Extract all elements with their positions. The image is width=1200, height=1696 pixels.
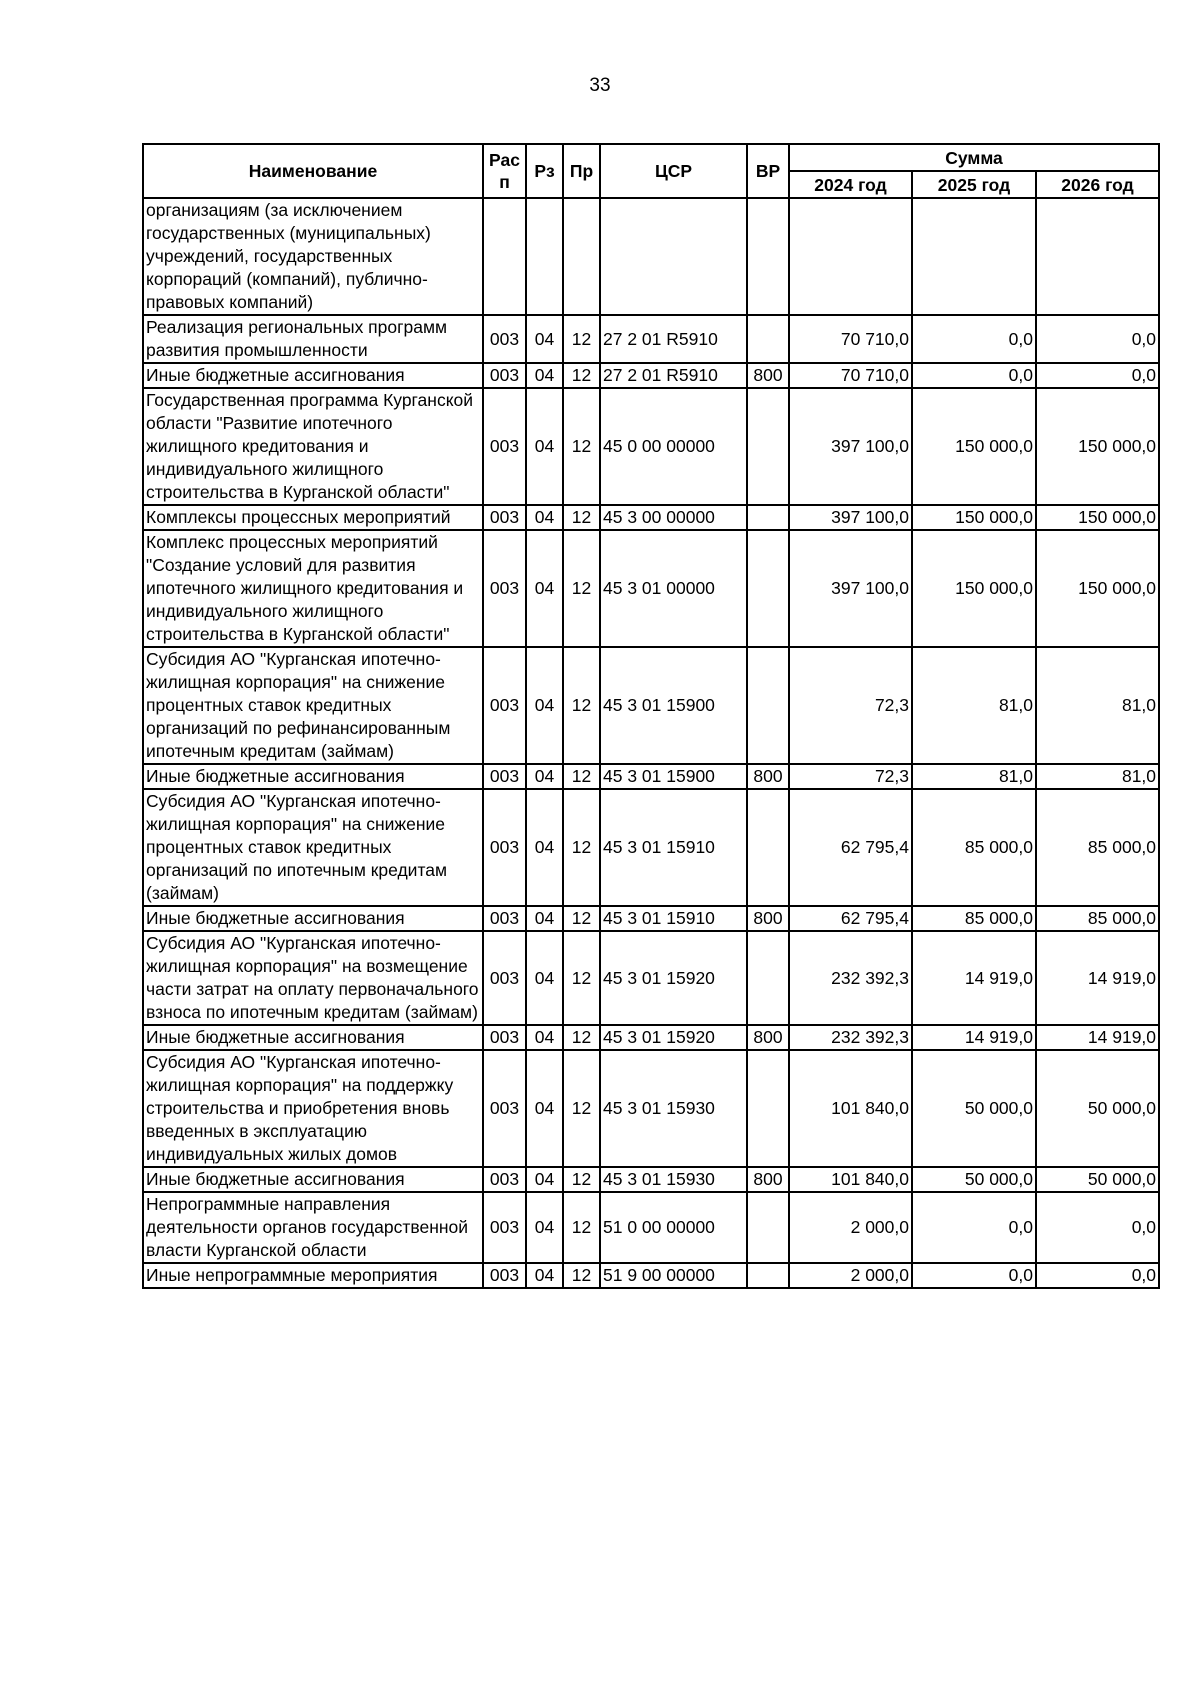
cell-2025: 50 000,0: [912, 1050, 1036, 1167]
cell-rasp: 003: [483, 764, 526, 789]
table-row: [143, 388, 1159, 505]
cell-rz: 04: [526, 1050, 563, 1167]
cell-pr: 12: [563, 530, 600, 647]
cell-vr: [747, 505, 789, 530]
cell-vr: [747, 1192, 789, 1263]
cell-rasp: 003: [483, 1263, 526, 1288]
cell-rz: 04: [526, 764, 563, 789]
cell-2024: 397 100,0: [789, 388, 912, 505]
cell-2025: 81,0: [912, 764, 1036, 789]
cell-rz: 04: [526, 789, 563, 906]
cell-rasp: 003: [483, 388, 526, 505]
cell-2026: 14 919,0: [1036, 931, 1159, 1025]
cell-2026: 0,0: [1036, 363, 1159, 388]
header-sum: Сумма: [789, 144, 1159, 171]
cell-2025: 50 000,0: [912, 1167, 1036, 1192]
table-row: [143, 505, 1159, 530]
cell-csr: 51 0 00 00000: [600, 1192, 747, 1263]
cell-rasp: 003: [483, 1025, 526, 1050]
cell-2026: 85 000,0: [1036, 789, 1159, 906]
table-row: [143, 1025, 1159, 1050]
cell-csr: 45 3 01 00000: [600, 530, 747, 647]
cell-name: Субсидия АО "Курганская ипотечно-жилищная корпорация" на снижение процентных ставок кредитных организаций по ипотечным кредитам (займам): [143, 789, 483, 906]
header-csr: ЦСР: [600, 144, 747, 198]
cell-name: Реализация региональных программ развития промышленности: [143, 315, 483, 363]
table-row: [143, 363, 1159, 388]
cell-2024: 70 710,0: [789, 363, 912, 388]
cell-2024: 70 710,0: [789, 315, 912, 363]
header-pr: Пр: [563, 144, 600, 198]
table-row: [143, 1167, 1159, 1192]
cell-rz: [526, 198, 563, 315]
cell-2025: 81,0: [912, 647, 1036, 764]
cell-2025: 14 919,0: [912, 1025, 1036, 1050]
cell-rasp: 003: [483, 1192, 526, 1263]
cell-pr: 12: [563, 1050, 600, 1167]
cell-vr: 800: [747, 1025, 789, 1050]
cell-rz: 04: [526, 315, 563, 363]
cell-pr: 12: [563, 789, 600, 906]
cell-csr: 45 0 00 00000: [600, 388, 747, 505]
cell-vr: [747, 931, 789, 1025]
cell-2024: 2 000,0: [789, 1263, 912, 1288]
cell-2024: 101 840,0: [789, 1167, 912, 1192]
cell-rz: 04: [526, 906, 563, 931]
cell-csr: 45 3 01 15930: [600, 1050, 747, 1167]
cell-2024: 2 000,0: [789, 1192, 912, 1263]
cell-vr: 800: [747, 1167, 789, 1192]
cell-2026: 81,0: [1036, 647, 1159, 764]
cell-2025: 0,0: [912, 1263, 1036, 1288]
cell-name: Иные бюджетные ассигнования: [143, 764, 483, 789]
table-row: [143, 647, 1159, 764]
cell-pr: 12: [563, 1167, 600, 1192]
cell-2024: 62 795,4: [789, 789, 912, 906]
table-body: [143, 198, 1159, 1288]
cell-vr: 800: [747, 363, 789, 388]
cell-name: Комплекс процессных мероприятий "Создание условий для развития ипотечного жилищного кредитования и индивидуального жилищного строительства в Курганской области": [143, 530, 483, 647]
cell-rz: 04: [526, 363, 563, 388]
cell-name: Иные бюджетные ассигнования: [143, 363, 483, 388]
cell-csr: [600, 198, 747, 315]
cell-2024: 72,3: [789, 647, 912, 764]
cell-2026: 50 000,0: [1036, 1167, 1159, 1192]
cell-2025: 150 000,0: [912, 530, 1036, 647]
cell-rz: 04: [526, 1025, 563, 1050]
table-row: [143, 530, 1159, 647]
cell-pr: 12: [563, 1263, 600, 1288]
cell-csr: 45 3 01 15930: [600, 1167, 747, 1192]
cell-name: Иные бюджетные ассигнования: [143, 1167, 483, 1192]
cell-2024: 232 392,3: [789, 1025, 912, 1050]
cell-rz: 04: [526, 1192, 563, 1263]
cell-vr: 800: [747, 906, 789, 931]
cell-2026: 85 000,0: [1036, 906, 1159, 931]
cell-rz: 04: [526, 1263, 563, 1288]
cell-pr: 12: [563, 1192, 600, 1263]
cell-vr: [747, 388, 789, 505]
table-row: [143, 1050, 1159, 1167]
cell-pr: 12: [563, 315, 600, 363]
cell-2024: 62 795,4: [789, 906, 912, 931]
cell-csr: 45 3 01 15910: [600, 906, 747, 931]
cell-name: Субсидия АО "Курганская ипотечно-жилищная корпорация" на снижение процентных ставок кредитных организаций по рефинансированным ипотечным кредитам (займам): [143, 647, 483, 764]
cell-csr: 27 2 01 R5910: [600, 363, 747, 388]
table-row: [143, 1192, 1159, 1263]
cell-vr: 800: [747, 764, 789, 789]
cell-vr: [747, 198, 789, 315]
header-rasp: Рас п: [483, 144, 526, 198]
cell-pr: 12: [563, 647, 600, 764]
cell-rasp: 003: [483, 789, 526, 906]
cell-rasp: 003: [483, 363, 526, 388]
cell-2026: 150 000,0: [1036, 388, 1159, 505]
cell-2025: 85 000,0: [912, 789, 1036, 906]
header-vr: ВР: [747, 144, 789, 198]
header-2026: 2026 год: [1036, 171, 1159, 198]
header-2025: 2025 год: [912, 171, 1036, 198]
cell-pr: 12: [563, 363, 600, 388]
cell-2026: 150 000,0: [1036, 530, 1159, 647]
header-2024: 2024 год: [789, 171, 912, 198]
cell-rasp: 003: [483, 931, 526, 1025]
cell-csr: 45 3 01 15910: [600, 789, 747, 906]
cell-rasp: 003: [483, 315, 526, 363]
cell-name: Иные бюджетные ассигнования: [143, 906, 483, 931]
cell-2025: 0,0: [912, 1192, 1036, 1263]
table-row: [143, 198, 1159, 315]
table-row: [143, 931, 1159, 1025]
cell-2025: 85 000,0: [912, 906, 1036, 931]
cell-2026: 0,0: [1036, 315, 1159, 363]
cell-pr: 12: [563, 505, 600, 530]
cell-pr: 12: [563, 1025, 600, 1050]
cell-2025: 0,0: [912, 363, 1036, 388]
cell-rasp: 003: [483, 647, 526, 764]
cell-name: Комплексы процессных мероприятий: [143, 505, 483, 530]
header-name: Наименование: [143, 144, 483, 198]
page-number: 33: [589, 75, 611, 96]
cell-name: Субсидия АО "Курганская ипотечно-жилищная корпорация" на возмещение части затрат на оплату первоначального взноса по ипотечным кредитам (займам): [143, 931, 483, 1025]
cell-pr: 12: [563, 388, 600, 505]
cell-rasp: 003: [483, 530, 526, 647]
cell-name: Субсидия АО "Курганская ипотечно-жилищная корпорация" на поддержку строительства и приобретения вновь введенных в эксплуатацию индивидуальных жилых домов: [143, 1050, 483, 1167]
cell-csr: 45 3 01 15900: [600, 647, 747, 764]
cell-name: организациям (за исключением государственных (муниципальных) учреждений, государственных корпораций (компаний), публично-правовых компаний): [143, 198, 483, 315]
cell-pr: 12: [563, 906, 600, 931]
cell-rz: 04: [526, 505, 563, 530]
cell-2026: 81,0: [1036, 764, 1159, 789]
cell-vr: [747, 1050, 789, 1167]
header-rz: Рз: [526, 144, 563, 198]
cell-2026: 150 000,0: [1036, 505, 1159, 530]
cell-rasp: 003: [483, 505, 526, 530]
cell-csr: 45 3 01 15920: [600, 931, 747, 1025]
cell-csr: 51 9 00 00000: [600, 1263, 747, 1288]
cell-name: Иные бюджетные ассигнования: [143, 1025, 483, 1050]
cell-rasp: 003: [483, 906, 526, 931]
cell-rz: 04: [526, 1167, 563, 1192]
cell-2024: [789, 198, 912, 315]
cell-2024: 397 100,0: [789, 530, 912, 647]
cell-2024: 72,3: [789, 764, 912, 789]
cell-2024: 101 840,0: [789, 1050, 912, 1167]
cell-vr: [747, 789, 789, 906]
budget-table: [142, 143, 1160, 1289]
cell-csr: 45 3 01 15900: [600, 764, 747, 789]
cell-2026: [1036, 198, 1159, 315]
cell-2025: 0,0: [912, 315, 1036, 363]
cell-vr: [747, 315, 789, 363]
cell-2026: 14 919,0: [1036, 1025, 1159, 1050]
cell-vr: [747, 530, 789, 647]
cell-vr: [747, 647, 789, 764]
cell-csr: 45 3 00 00000: [600, 505, 747, 530]
cell-name: Иные непрограммные мероприятия: [143, 1263, 483, 1288]
cell-2025: 150 000,0: [912, 505, 1036, 530]
cell-pr: 12: [563, 931, 600, 1025]
cell-vr: [747, 1263, 789, 1288]
cell-2026: 0,0: [1036, 1263, 1159, 1288]
cell-rz: 04: [526, 388, 563, 505]
cell-2025: 14 919,0: [912, 931, 1036, 1025]
table-row: [143, 315, 1159, 363]
cell-rz: 04: [526, 931, 563, 1025]
table-header: [143, 144, 1159, 198]
cell-2026: 50 000,0: [1036, 1050, 1159, 1167]
table-row: [143, 764, 1159, 789]
cell-name: Непрограммные направления деятельности органов государственной власти Курганской области: [143, 1192, 483, 1263]
cell-pr: 12: [563, 764, 600, 789]
cell-rasp: 003: [483, 1167, 526, 1192]
cell-pr: [563, 198, 600, 315]
cell-rz: 04: [526, 530, 563, 647]
cell-csr: 27 2 01 R5910: [600, 315, 747, 363]
cell-rasp: 003: [483, 1050, 526, 1167]
cell-2025: 150 000,0: [912, 388, 1036, 505]
cell-2024: 232 392,3: [789, 931, 912, 1025]
cell-name: Государственная программа Курганской области "Развитие ипотечного жилищного кредитования и индивидуального жилищного строительства в Курганской области": [143, 388, 483, 505]
table-row: [143, 789, 1159, 906]
cell-rasp: [483, 198, 526, 315]
table-row: [143, 906, 1159, 931]
cell-2025: [912, 198, 1036, 315]
cell-2026: 0,0: [1036, 1192, 1159, 1263]
cell-rz: 04: [526, 647, 563, 764]
cell-csr: 45 3 01 15920: [600, 1025, 747, 1050]
table-row: [143, 1263, 1159, 1288]
cell-2024: 397 100,0: [789, 505, 912, 530]
